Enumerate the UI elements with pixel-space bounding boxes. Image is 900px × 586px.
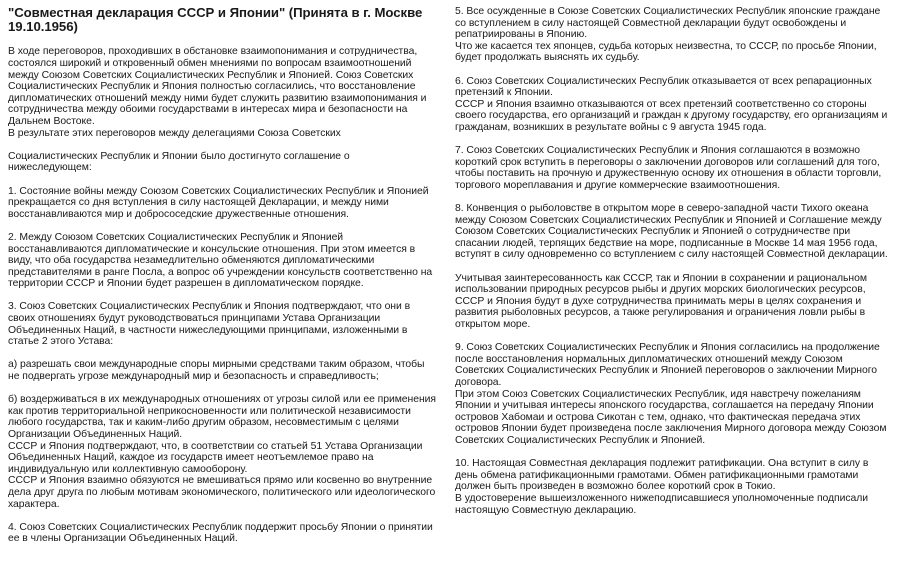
article-10-paragraph: 10. Настоящая Совместная декларация подлежит ратификации. Она вступит в силу в день обмена ратификационными грамотами. Обмен ратификационными грамотами должен быть произведен в возможно более короткий срок в Токио. В удостоверение вышеизложенного нижеподписавшиеся уполномоченные подписали настоящую Совместную декларацию. (455, 458, 869, 516)
article-3b-paragraph: б) воздерживаться в их международных отношениях от угрозы силой или ее применения как против территориальной неприкосновенности или политической независимости любого государства, так и каким-либо другим образом, несовместимым с целями Организации Объединенных Наций. СССР и Япония подтверждают, что, в соответствии со статьей 51 Устава Организации Объединенных Наций, каждое из государств имеет неотъемлемое право на индивидуальную или коллективную самооборону. СССР и Япония взаимно обязуются не вмешиваться прямо или косвенно во внутренние дела друг друга по любым мотивам экономического, политического или идеологического характера. (8, 394, 436, 510)
article-5-paragraph: 5. Все осужденные в Союзе Советских Социалистических Республик японские граждане со вступлением в силу настоящей Совместной декларации будут освобождены и репатриированы в Японию. Что же касается тех японцев, судьба которых неизвестна, то СССР, по просьбе Японии, будет продолжать выяснять их судьбу. (455, 6, 881, 64)
article-9-paragraph: 9. Союз Советских Социалистических Республик и Япония согласились на продолжение после восстановления нормальных дипломатических отношений между Союзом Советских Социалистических Республик и Японией переговоров о заключении Мирного договора. При этом Союз Советских Социалистических Республик, идя навстречу пожеланиям Японии и учитывая интересы японского государства, соглашается на передачу Японии островов Хабомаи и острова Сикотан с тем, однако, что фактическая передача этих островов Японии будет произведена после заключения Мирного договора между Союзом Советских Социалистических Республик и Японией. (455, 342, 887, 446)
agreement-intro-paragraph: Социалистических Республик и Японии было достигнуто соглашение о нижеследующем: (8, 150, 350, 174)
document-title: "Совместная декларация СССР и Японии" (Принята в г. Москве 19.10.1956) (8, 5, 423, 35)
left-column (8, 6, 436, 545)
article-6-paragraph: 6. Союз Советских Социалистических Республик отказывается от всех репарационных претензий к Японии. СССР и Япония взаимно отказываются от всех претензий соответственно со стороны своего государства, его организаций и граждан к другому государству, его организациям и гражданам, возникших в результате войны с 9 августа 1945 года. (455, 75, 888, 133)
article-4-paragraph: 4. Союз Советских Социалистических Республик поддержит просьбу Японии о принятии ее в члены Организации Объединенных Наций. (8, 521, 433, 545)
preamble-paragraph: В ходе переговоров, проходивших в обстановке взаимопонимания и сотрудничества, состоялся широкий и откровенный обмен мнениями по вопросам взаимоотношений между Союзом Советских Социалистических Республик и Японией. Союз Советских Социалистических Республик и Япония полностью согласились, что восстановление дипломатических отношений между ними будет служить развитию взаимопонимания и сотрудничества между обоими государствами в интересах мира и безопасности на Дальнем Востоке. В результате этих переговоров между делегациями Союза Советских (8, 46, 427, 139)
article-3-paragraph: 3. Союз Советских Социалистических Республик и Япония подтверждают, что они в своих отношениях будут руководствоваться принципами Устава Организации Объединенных Наций, в частности нижеследующими принципами, изложенными в статье 2 этого Устава: (8, 301, 411, 348)
article-3a-paragraph: а) разрешать свои международные споры мирными средствами таким образом, чтобы не подвергать угрозе международный мир и безопасность и справедливость; (8, 359, 425, 383)
right-column (455, 6, 893, 516)
article-8-paragraph: 8. Конвенция о рыболовстве в открытом море в северо-западной части Тихого океана между Союзом Советских Социалистических Республик и Японией и Соглашение между Союзом Советских Социалистических Республик и Японией о сотрудничестве при спасании людей, терпящих бедствие на море, подписанные в Москве 14 мая 1956 года, вступят в силу одновременно со вступлением с силу настоящей Совместной декларации. (455, 203, 888, 261)
article-7-paragraph: 7. Союз Советских Социалистических Республик и Япония соглашаются в возможно короткий срок вступить в переговоры о заключении договоров или соглашений для того, чтобы поставить на прочную и дружественную основу их отношения в области торговли, торгового мореплавания и другие коммерческие взаимоотношения. (455, 145, 882, 191)
fisheries-paragraph: Учитывая заинтересованность как СССР, так и Японии в сохранении и рациональном использовании природных ресурсов рыбы и других морских биологических ресурсов, СССР и Япония будут в духе сотрудничества принимать меры в целях сохранения и развития рыболовных ресурсов, а также регулирования и ограничения ловли рыбы в открытом море. (455, 272, 867, 331)
article-1-paragraph: 1. Состояние войны между Союзом Советских Социалистических Республик и Японией прекращается со дня вступления в силу настоящей Декларации, и между ними восстанавливаются мир и добрососедские дружественные отношения. (8, 185, 429, 220)
article-2-paragraph: 2. Между Союзом Советских Социалистических Республик и Японией восстанавливаются дипломатические и консульские отношения. При этом имеется в виду, что оба государства незамедлительно обменяются дипломатическими представителями в ранге Посла, а вопрос об учреждении консульств соответственно на территории СССР и Японии будет разрешен в дипломатическом порядке. (8, 231, 433, 290)
